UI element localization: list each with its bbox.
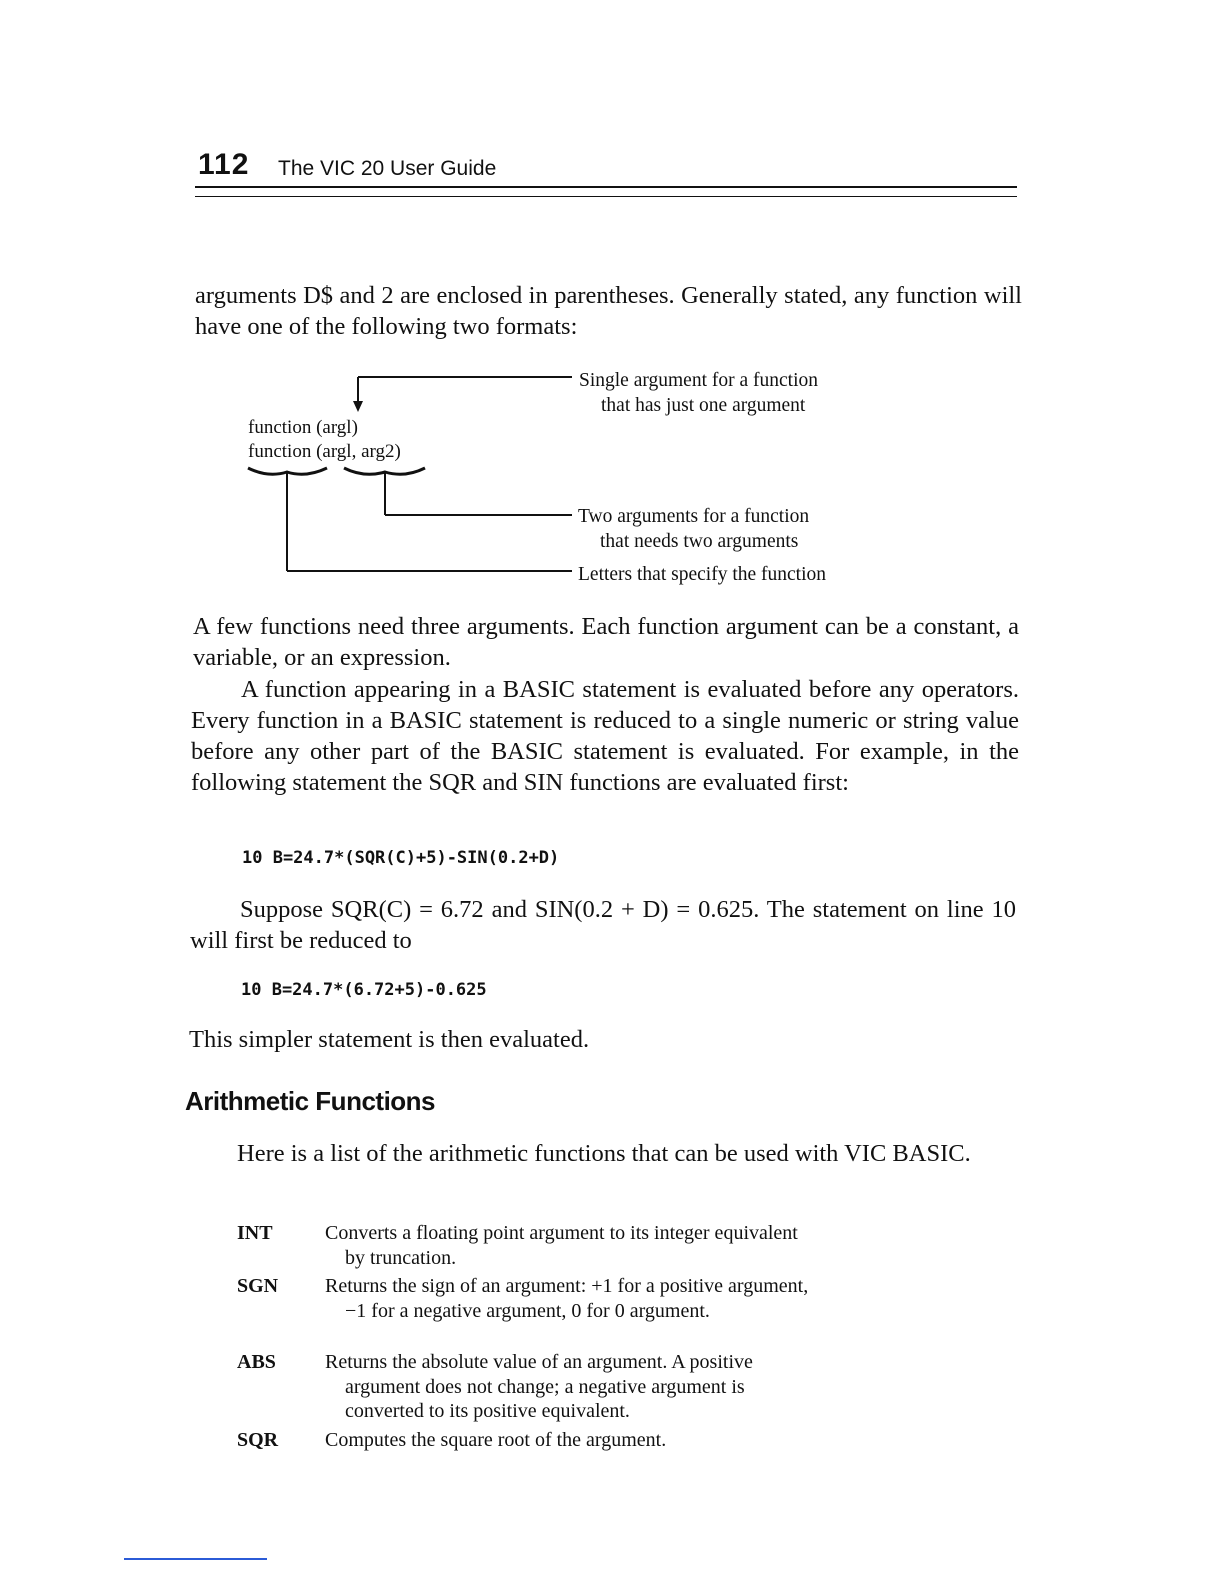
brace-function-name <box>248 468 327 474</box>
paragraph-evaluation-order: A function appearing in a BASIC statement is evaluated before any operators. Every function in a BASIC statement is reduced to a single numeric or string value before any other part of the BASIC statement is evaluated. For example, in the following statement the SQR and SIN functions are evaluated first: <box>191 676 1019 796</box>
page-number: 112 <box>198 148 250 181</box>
function-description: Returns the absolute value of an argument. A positive argument does not change; a negative argument is converted to its positive equivalent. <box>325 1351 753 1422</box>
running-header-title: The VIC 20 User Guide <box>278 157 497 180</box>
paragraph-simpler: This simpler statement is then evaluated. <box>189 1026 590 1053</box>
intro-paragraph: arguments D$ and 2 are enclosed in parentheses. Generally stated, any function will have one of the following two formats: <box>195 282 1022 340</box>
code-line-original: 10 B=24.7*(SQR(C)+5)-SIN(0.2+D) <box>242 848 560 868</box>
paragraph-three-arguments: A few functions need three arguments. Each function argument can be a constant, a variable, or an expression. <box>193 613 1019 671</box>
function-name: SQR <box>237 1429 279 1451</box>
callout-two-arguments <box>578 505 809 554</box>
function-description: Computes the square root of the argument. <box>325 1429 667 1451</box>
function-description: Returns the sign of an argument: +1 for a positive argument, −1 for a negative argument, 0 for 0 argument. <box>325 1275 809 1322</box>
footer-rule <box>124 1558 267 1560</box>
code-line-reduced: 10 B=24.7*(6.72+5)-0.625 <box>241 980 487 1000</box>
section-heading: Arithmetic Functions <box>185 1086 436 1116</box>
function-description: Converts a floating point argument to its integer equivalent by truncation. <box>325 1222 798 1269</box>
paragraph-suppose: Suppose SQR(C) = 6.72 and SIN(0.2 + D) = 0.625. The statement on line 10 will first be reduced to <box>190 896 1016 954</box>
callout-two-line2: that needs two arguments <box>600 530 799 552</box>
callout-single-line2: that has just one argument <box>601 394 806 416</box>
function-name: ABS <box>237 1351 276 1373</box>
brace-arguments <box>344 468 425 474</box>
callout-single-line1: Single argument for a function <box>579 370 818 391</box>
callout-single-argument <box>579 369 818 418</box>
header-rule-thick <box>195 186 1017 188</box>
arrow-down-icon <box>353 401 363 412</box>
function-name: INT <box>237 1222 273 1244</box>
function-name: SGN <box>237 1275 279 1297</box>
callout-letters: Letters that specify the function <box>578 564 826 585</box>
format-two-arguments: function (argl, arg2) <box>248 441 401 462</box>
header-rule-thin <box>195 196 1017 197</box>
callout-two-line1: Two arguments for a function <box>578 506 810 527</box>
format-one-argument: function (argl) <box>248 417 358 438</box>
section-intro-paragraph: Here is a list of the arithmetic functions that can be used with VIC BASIC. <box>237 1140 971 1167</box>
